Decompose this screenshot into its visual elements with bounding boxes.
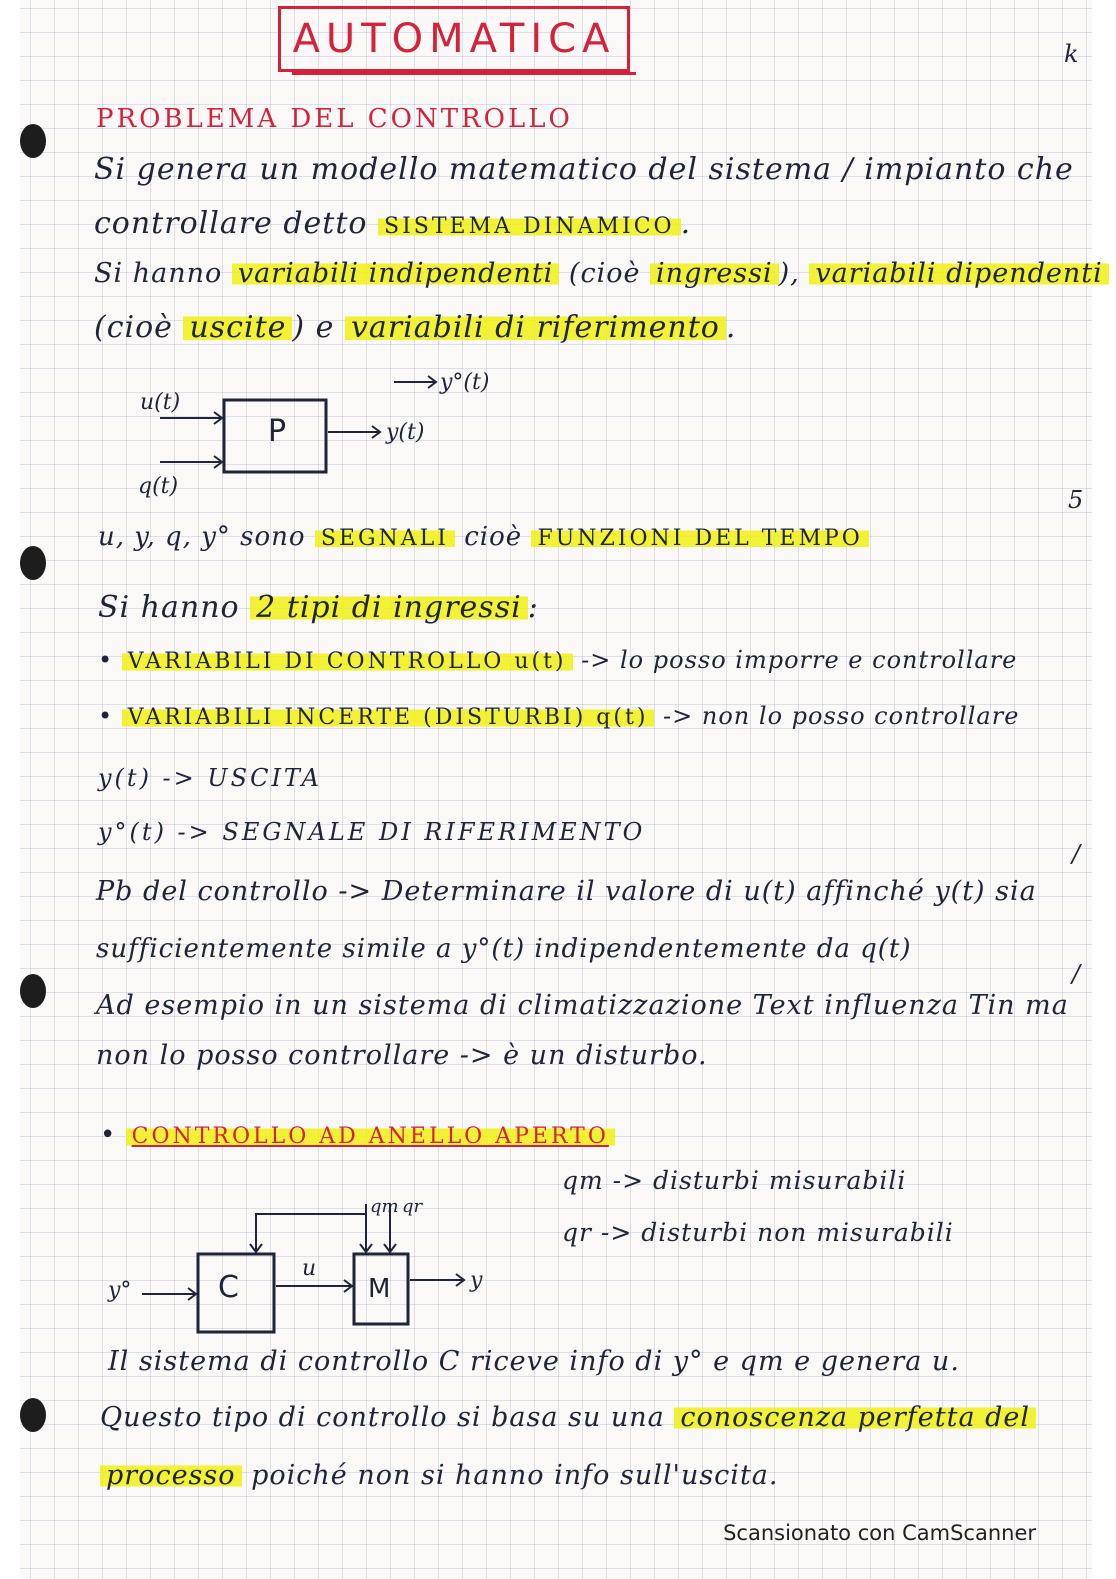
highlighted-term: 2 tipi di ingressi (250, 590, 528, 625)
text-line: qm -> disturbi misurabili (562, 1166, 907, 1195)
title-underline (292, 72, 636, 75)
highlighted-term: uscite (183, 310, 292, 345)
text-fragment: ), (778, 258, 800, 289)
highlighted-term: VARIABILI DI CONTROLLO u(t) (122, 649, 573, 674)
text-fragment: -> non lo posso controllare (663, 702, 1020, 730)
margin-mark: k (1064, 40, 1080, 68)
margin-mark: 5 (1068, 486, 1085, 514)
text-line (94, 258, 1109, 289)
diagram2-qr-label: qr (402, 1196, 423, 1217)
text-line (98, 590, 539, 625)
highlighted-term: variabili indipendenti (232, 258, 560, 289)
diagram2-u-label: u (302, 1256, 317, 1281)
text-fragment: . (680, 206, 692, 241)
text-line: y(t) -> USCITA (98, 764, 322, 792)
title-box (278, 6, 630, 72)
text-fragment: (cioè (94, 310, 173, 345)
feedforward-qm-line (256, 1204, 366, 1252)
bullet-line (98, 702, 1019, 730)
highlighted-term: ingressi (650, 258, 779, 289)
bullet: • (100, 1120, 117, 1150)
text-line (100, 1402, 1036, 1433)
diagram-input-q-label: q(t) (138, 474, 179, 499)
highlighted-term: variabili dipendenti (809, 258, 1108, 289)
highlighted-term: SEGNALI (315, 526, 455, 551)
diagram2-output-label: y (470, 1268, 483, 1293)
binder-hole (20, 974, 46, 1008)
diagram2-qm-label: qm (370, 1196, 399, 1217)
text-line (100, 1460, 778, 1491)
text-line: sufficientemente simile a y°(t) indipendentemente da q(t) (96, 934, 912, 964)
highlighted-term: conoscenza perfetta del (674, 1402, 1036, 1433)
diagram2-ref-label: y° (108, 1278, 132, 1303)
text-line: Il sistema di controllo C riceve info di y° e qm e genera u. (108, 1346, 960, 1377)
bullet-line (98, 646, 1017, 674)
highlighted-term: processo (100, 1460, 242, 1491)
diagram-ref-label: y°(t) (440, 370, 490, 395)
text-line: qr -> disturbi non misurabili (562, 1218, 954, 1247)
margin-mark: / (1072, 960, 1082, 988)
process-block-label: P (268, 414, 287, 449)
page-title: AUTOMATICA (292, 16, 616, 62)
bullet: • (98, 702, 114, 730)
left-scan-edge (0, 0, 20, 1579)
highlighted-term: FUNZIONI DEL TEMPO (531, 526, 868, 551)
highlighted-term: variabili di riferimento (345, 310, 726, 345)
binder-hole (20, 1398, 46, 1432)
highlighted-term: VARIABILI INCERTE (DISTURBI) q(t) (122, 705, 655, 730)
binder-hole (20, 546, 46, 580)
text-fragment: Si hanno (94, 258, 223, 289)
text-fragment: : (527, 590, 539, 625)
highlighted-heading: CONTROLLO AD ANELLO APERTO (126, 1124, 615, 1149)
right-scan-edge (1092, 0, 1116, 1579)
text-line: Si genera un modello matematico del sistema / impianto che (94, 152, 1074, 187)
text-fragment: controllare detto (94, 206, 368, 241)
scanner-footer: Scansionato con CamScanner (723, 1521, 1036, 1545)
text-fragment: Si hanno (98, 590, 240, 625)
text-line (98, 522, 869, 552)
section-heading (100, 1120, 615, 1150)
text-fragment: (cioè (568, 258, 641, 289)
text-fragment: cioè (464, 522, 523, 552)
text-fragment: -> lo posso imporre e controllare (581, 646, 1018, 674)
diagram-input-u-label: u(t) (140, 390, 181, 415)
highlighted-term: SISTEMA DINAMICO (378, 214, 681, 239)
text-line: Ad esempio in un sistema di climatizzazione Text influenza Tin ma (96, 990, 1069, 1021)
text-fragment: Questo tipo di controllo si basa su una (100, 1402, 665, 1433)
binder-hole (20, 124, 46, 158)
controller-label: C (218, 1270, 239, 1305)
plant-label: M (368, 1274, 391, 1304)
bullet: • (98, 646, 114, 674)
text-line: y°(t) -> SEGNALE DI RIFERIMENTO (98, 818, 646, 846)
text-fragment: poiché non si hanno info sull'uscita. (251, 1460, 779, 1491)
diagram-output-label: y(t) (386, 420, 425, 445)
text-fragment: . (725, 310, 737, 345)
text-fragment: ) e (292, 310, 335, 345)
section-heading: PROBLEMA DEL CONTROLLO (96, 104, 573, 134)
text-fragment: u, y, q, y° sono (98, 522, 306, 552)
margin-mark: / (1072, 840, 1082, 868)
text-line (94, 310, 736, 345)
text-line (94, 206, 691, 241)
text-line: Pb del controllo -> Determinare il valore di u(t) affinché y(t) sia (96, 876, 1037, 907)
text-line: non lo posso controllare -> è un disturbo. (96, 1040, 708, 1071)
